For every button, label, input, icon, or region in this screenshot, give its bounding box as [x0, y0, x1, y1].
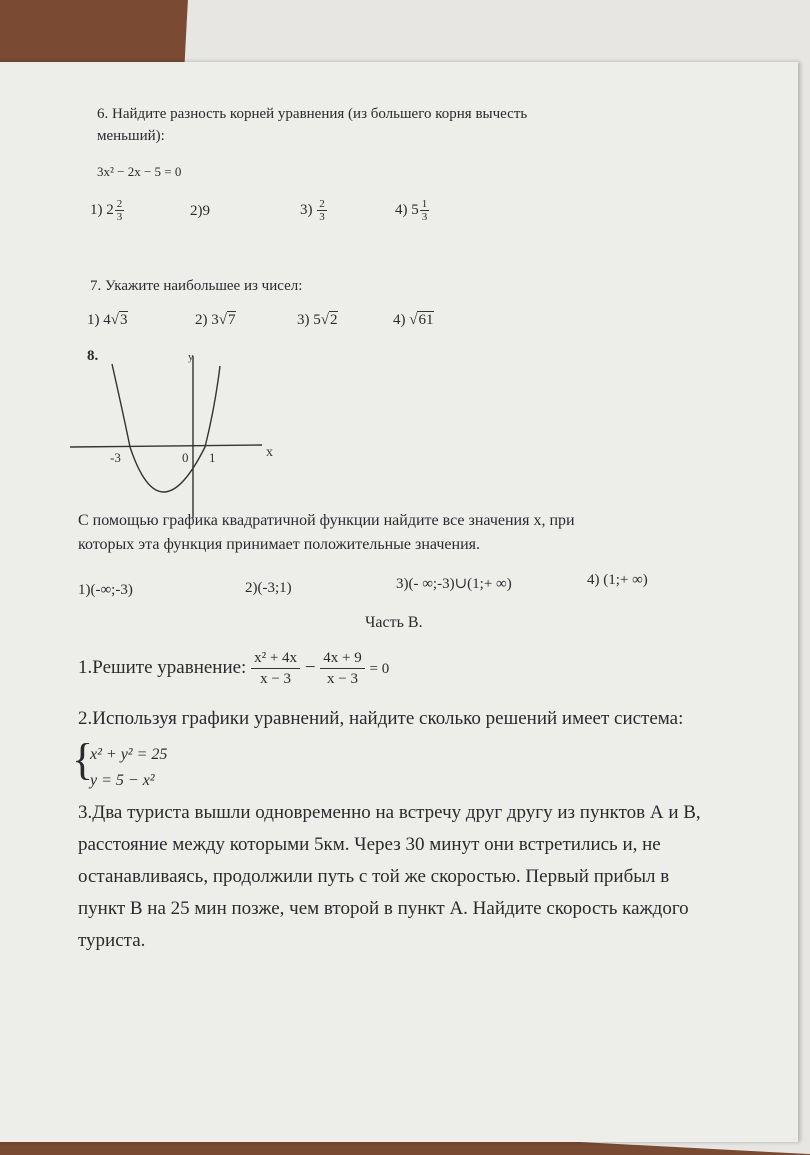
part-b-problem-2: 2.Используя графики уравнений, найдите сколько решений имеет система: — [78, 708, 684, 729]
part-b-problem-3-line1: 3.Два туриста вышли одновременно на встречу друг другу из пунктов А и В, — [78, 802, 701, 823]
q8-option-2[interactable]: 2)(-3;1) — [245, 580, 292, 596]
part-b-problem-3-line3: останавливаясь, продолжили путь с той же скоростью. Первый прибыл в — [78, 866, 670, 887]
q6-option-4[interactable]: 4) 5 $\frac{1}{3}$ — [395, 198, 428, 223]
fraction: $\frac{\text{x² + 4x}}{x - 3}$ — [251, 648, 300, 689]
system-eq-2: y = 5 − x² — [90, 772, 155, 789]
tick-label-zero: 0 — [182, 450, 189, 465]
q7-option-4[interactable]: 4) √61 — [393, 312, 434, 328]
q6-title-line1: 6. Найдите разность корней уравнения (из большего корня вычесть — [97, 106, 528, 122]
q8-number: 8. — [87, 348, 99, 364]
test-sheet — [0, 62, 798, 1142]
q6-option-1[interactable]: 1) 2 $\frac{2}{3}$ — [90, 198, 123, 223]
fraction: $\frac{2}{3}$ — [319, 198, 325, 223]
fraction: $\frac{1}{3}$ — [421, 198, 428, 223]
q7-option-1[interactable]: 1) 4√3 — [87, 312, 128, 328]
fraction: $\frac{4x + 9}{x - 3}$ — [320, 648, 364, 689]
q7-option-2[interactable]: 2) 3√7 — [195, 312, 236, 328]
part-b-problem-3-line5: туриста. — [78, 930, 146, 951]
part-b-problem-1: 1.Решите уравнение: $\frac{\text{x² + 4x}}{x - 3}$ − $\frac{4x + 9}{x - 3}$ = 0 — [78, 650, 390, 687]
q8-text-line1: С помощью графика квадратичной функции найдите все значения x, при — [78, 512, 575, 529]
part-b-problem-3-line2: расстояние между которыми 5км. Через 30 минут они встретились и, не — [78, 834, 661, 855]
tick-label-neg3: -3 — [110, 450, 121, 465]
fraction: $\frac{2}{3}$ — [116, 198, 123, 223]
system-eq-1: x² + y² = 25 — [90, 746, 168, 763]
q8-option-4[interactable]: 4) (1;+ ∞) — [587, 572, 648, 588]
q8-text-line2: которых эта функция принимает положительные значения. — [78, 536, 481, 553]
y-axis-label: y — [188, 352, 194, 363]
q6-option-3[interactable]: 3) $\frac{2}{3}$ — [300, 198, 325, 223]
part-b-problem-3-line4: пункт В на 25 мин позже, чем второй в пункт А. Найдите скорость каждого — [78, 898, 689, 919]
q7-title: 7. Укажите наибольшее из чисел: — [90, 278, 303, 294]
q6-title-line2: меньший): — [97, 128, 165, 144]
x-axis-label: x — [266, 445, 273, 460]
q8-option-3[interactable]: 3)(- ∞;-3)∪(1;+ ∞) — [396, 576, 512, 592]
q6-option-2[interactable]: 2)9 — [190, 203, 210, 219]
q6-equation: 3x² − 2x − 5 = 0 — [97, 164, 182, 179]
part-b-heading: Часть В. — [365, 614, 423, 631]
q8-option-1[interactable]: 1)(-∞;-3) — [78, 582, 133, 598]
system-brace: { — [72, 735, 94, 784]
x-axis — [70, 445, 262, 447]
tick-label-one: 1 — [209, 450, 216, 465]
parabola-graph — [70, 352, 280, 522]
q7-option-3[interactable]: 3) 5√2 — [297, 312, 338, 328]
parabola-curve — [112, 364, 220, 492]
